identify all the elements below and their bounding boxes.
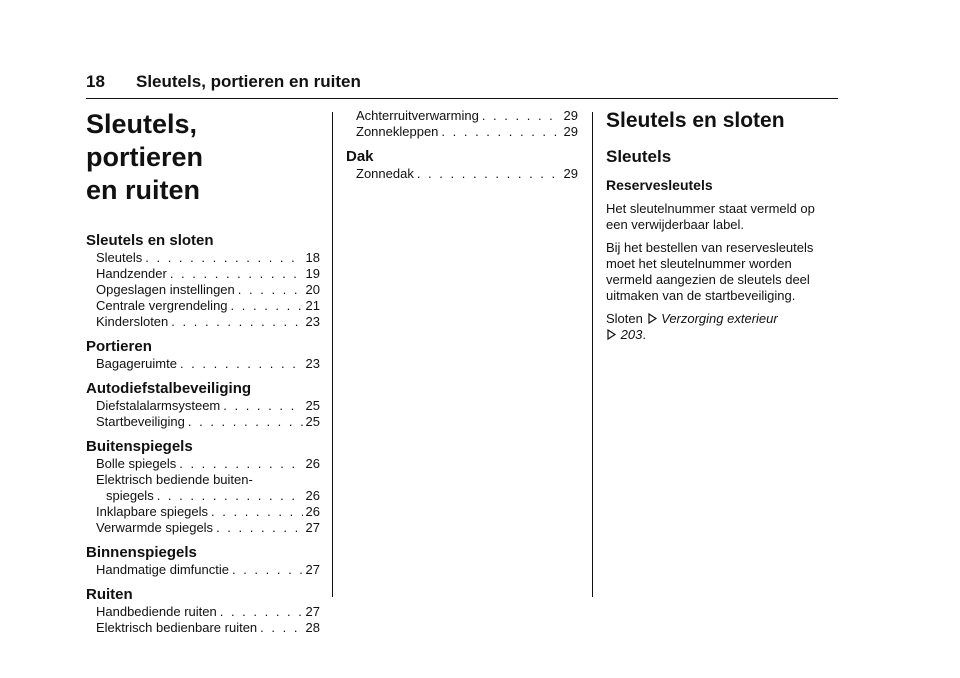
toc-entry-label: Opgeslagen instellingen [96, 282, 235, 297]
toc-entry-page: 21 [305, 298, 320, 313]
toc-leader-dots [188, 414, 303, 430]
toc-section-title: Sleutels en sloten [86, 232, 214, 249]
header-rule [86, 98, 838, 99]
topic-heading: Reservesleutels [606, 177, 713, 193]
toc-leader-dots [232, 562, 303, 578]
toc-entry-page: 27 [305, 562, 320, 577]
toc-entry[interactable] [86, 520, 320, 536]
toc-entry-label: Inklapbare spiegels [96, 504, 209, 519]
toc-entry-label: Startbeveiliging [96, 414, 185, 429]
toc-entry-page: 29 [563, 108, 578, 123]
toc-entry-page: 25 [305, 414, 320, 429]
toc-entry-label: Handmatige dimfunctie [96, 562, 229, 577]
section-heading: Sleutels en sloten [606, 109, 785, 132]
chapter-title [86, 108, 320, 207]
toc-entry-label: Bolle spiegels [96, 456, 177, 471]
column-divider-2 [592, 112, 593, 597]
column-divider-1 [332, 112, 333, 597]
toc-entry[interactable] [86, 314, 320, 330]
toc-entry-page: 27 [305, 604, 320, 619]
toc-entry[interactable] [86, 604, 320, 620]
toc-leader-dots [157, 488, 303, 504]
toc-entry-page: 29 [563, 124, 578, 139]
toc-entry-page: 23 [305, 314, 320, 329]
toc-entry[interactable] [86, 298, 320, 314]
toc-entry-label: Sleutels [96, 250, 143, 265]
toc-leader-dots [441, 124, 560, 140]
toc-entry-label: Handzender [96, 266, 167, 281]
toc-entry[interactable] [346, 108, 578, 124]
toc-entry-page: 29 [563, 166, 578, 181]
toc-entry[interactable] [86, 282, 320, 298]
toc-leader-dots [216, 520, 302, 536]
toc-entry[interactable] [86, 250, 320, 266]
toc-entry[interactable] [86, 266, 320, 282]
cross-reference[interactable] [606, 311, 840, 343]
toc-entry-page: 26 [305, 488, 320, 503]
toc-leader-dots [180, 356, 303, 372]
toc-entry-page: 18 [305, 250, 320, 265]
toc-entry-label: Bagageruimte [96, 356, 177, 371]
chapter-title-line1: Sleutels, portieren [86, 109, 204, 172]
page-header [86, 72, 361, 92]
toc-entry[interactable] [86, 356, 320, 372]
toc-leader-dots [220, 604, 303, 620]
cross-reference-prefix: Sloten [606, 311, 643, 326]
subsection-heading: Sleutels [606, 147, 672, 166]
toc-entry-page: 23 [305, 356, 320, 371]
toc-entry [86, 488, 320, 504]
header-title: Sleutels, portieren en ruiten [136, 72, 361, 91]
toc-leader-dots [223, 398, 302, 414]
toc-column-1 [86, 108, 320, 636]
toc-leader-dots [260, 620, 302, 636]
toc-entry[interactable] [86, 456, 320, 472]
toc-entry-label: Handbediende ruiten [96, 604, 217, 619]
toc-entry-page: 19 [305, 266, 320, 281]
toc-entry-label: Zonnekleppen [356, 124, 439, 139]
toc-entry[interactable] [346, 124, 578, 140]
toc-section-title: Buitenspiegels [86, 438, 193, 455]
paragraph-key-number: Het sleutelnummer staat vermeld op een verwijderbaar label. [606, 201, 815, 232]
toc-entry-label: Kindersloten [96, 314, 169, 329]
reference-arrow-icon [606, 328, 617, 339]
toc-leader-dots [179, 456, 302, 472]
toc-entry[interactable] [86, 620, 320, 636]
toc-entry-label: Zonnedak [356, 166, 414, 181]
toc-section-title: Dak [346, 148, 374, 165]
toc-leader-dots [211, 504, 303, 520]
toc-leader-dots [231, 298, 303, 314]
toc-column-2 [346, 108, 578, 182]
toc-entry[interactable] [86, 504, 320, 520]
toc-section-title: Autodiefstalbeveiliging [86, 380, 252, 397]
toc-entry-page: 25 [305, 398, 320, 413]
toc-entry[interactable] [86, 414, 320, 430]
toc-entry-label: spiegels [106, 488, 154, 503]
toc-leader-dots [171, 314, 302, 330]
toc-entry[interactable] [346, 166, 578, 182]
toc-leader-dots [482, 108, 561, 124]
chapter-title-line2: en ruiten [86, 175, 201, 205]
cross-reference-page: 203 [620, 327, 643, 342]
toc-leader-dots [145, 250, 302, 266]
paragraph-ordering-keys: Bij het bestellen van reservesleutels moet het sleutelnummer worden vermeld aangezien de sleutels deel uitmaken van de startbeveiliging. [606, 240, 814, 303]
content-column [606, 108, 840, 343]
page-number: 18 [86, 72, 105, 91]
toc-entry[interactable] [86, 562, 320, 578]
toc-entry-page: 26 [305, 456, 320, 471]
toc-entry-page: 20 [305, 282, 320, 297]
cross-reference-title: Verzorging exterieur [661, 311, 778, 326]
toc-entry-label: Elektrisch bedienbare ruiten [96, 620, 258, 635]
toc-entry-page: 28 [305, 620, 320, 635]
toc-entry-label: Diefstalalarmsysteem [96, 398, 221, 413]
toc-section-title: Binnenspiegels [86, 544, 197, 561]
toc-entry-label: Verwarmde spiegels [96, 520, 214, 535]
toc-entry-page: 26 [305, 504, 320, 519]
toc-leader-dots [417, 166, 561, 182]
reference-arrow-icon [647, 312, 658, 323]
toc-entry-label-line1: Elektrisch bediende buiten- [96, 472, 253, 487]
toc-section-title: Ruiten [86, 586, 133, 603]
toc-entry-wrapped[interactable] [86, 472, 320, 504]
toc-entry-label: Centrale vergrendeling [96, 298, 228, 313]
toc-section-title: Portieren [86, 338, 152, 355]
toc-leader-dots [238, 282, 303, 298]
toc-entry[interactable] [86, 398, 320, 414]
toc-entry-label: Achterruitverwarming [356, 108, 479, 123]
cross-reference-suffix: . [642, 327, 646, 342]
toc-leader-dots [170, 266, 303, 282]
toc-entry-page: 27 [305, 520, 320, 535]
